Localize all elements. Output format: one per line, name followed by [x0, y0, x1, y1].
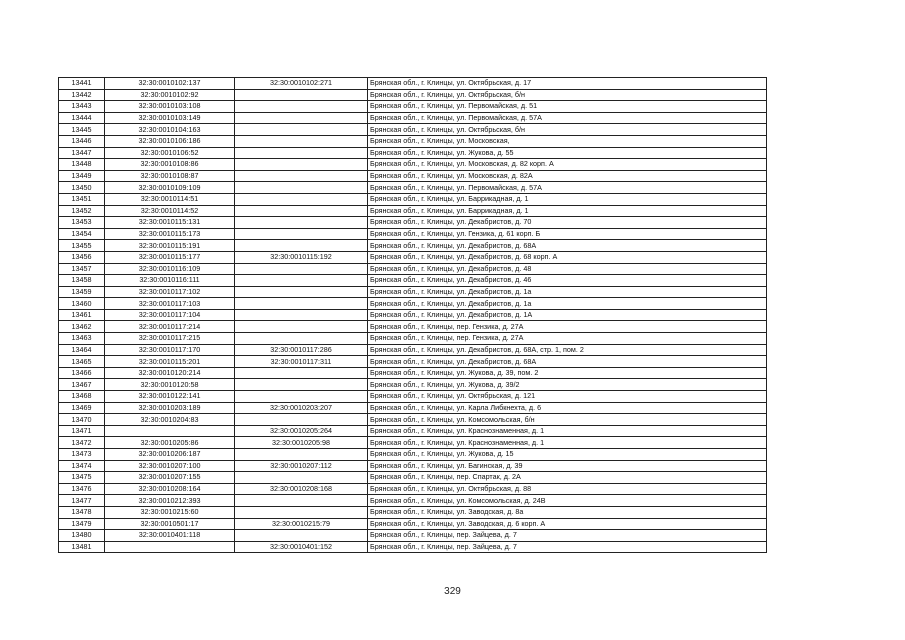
linked-cadastral-number-cell [235, 275, 368, 287]
address-cell: Брянская обл., г. Клинцы, ул. Заводская, д. 6 корп. А [368, 518, 767, 530]
row-number-cell: 13480 [59, 530, 105, 542]
cadastral-number-cell: 32:30:0010120:214 [105, 367, 235, 379]
row-number-cell: 13473 [59, 449, 105, 461]
address-cell: Брянская обл., г. Клинцы, пер. Спартак, д. 2А [368, 472, 767, 484]
address-cell: Брянская обл., г. Клинцы, ул. Московская, д. 82 корп. А [368, 159, 767, 171]
linked-cadastral-number-cell [235, 391, 368, 403]
table-row [59, 101, 767, 113]
cadastral-number-cell: 32:30:0010401:118 [105, 530, 235, 542]
row-number-cell: 13472 [59, 437, 105, 449]
row-number-cell: 13446 [59, 135, 105, 147]
cadastral-number-cell: 32:30:0010115:173 [105, 228, 235, 240]
table-row [59, 275, 767, 287]
address-cell: Брянская обл., г. Клинцы, ул. Московская, [368, 135, 767, 147]
row-number-cell: 13463 [59, 333, 105, 345]
cadastral-number-cell: 32:30:0010207:155 [105, 472, 235, 484]
table-row [59, 530, 767, 542]
address-cell: Брянская обл., г. Клинцы, ул. Октябрьская, д. 121 [368, 391, 767, 403]
address-cell: Брянская обл., г. Клинцы, ул. Октябрьская, б/н [368, 89, 767, 101]
row-number-cell: 13448 [59, 159, 105, 171]
address-cell: Брянская обл., г. Клинцы, ул. Декабристов, д. 1А [368, 309, 767, 321]
linked-cadastral-number-cell [235, 321, 368, 333]
cadastral-number-cell: 32:30:0010103:108 [105, 101, 235, 113]
row-number-cell: 13464 [59, 344, 105, 356]
cadastral-number-cell: 32:30:0010120:58 [105, 379, 235, 391]
table-row [59, 89, 767, 101]
table-row [59, 495, 767, 507]
cadastral-number-cell: 32:30:0010206:187 [105, 449, 235, 461]
address-cell: Брянская обл., г. Клинцы, пер. Гензика, д. 27А [368, 321, 767, 333]
cadastral-number-cell: 32:30:0010104:163 [105, 124, 235, 136]
linked-cadastral-number-cell [235, 472, 368, 484]
linked-cadastral-number-cell [235, 309, 368, 321]
address-cell: Брянская обл., г. Клинцы, пер. Зайцева, д. 7 [368, 530, 767, 542]
linked-cadastral-number-cell [235, 147, 368, 159]
row-number-cell: 13479 [59, 518, 105, 530]
table-row [59, 460, 767, 472]
address-cell: Брянская обл., г. Клинцы, ул. Гензика, д. 61 корп. Б [368, 228, 767, 240]
cadastral-number-cell: 32:30:0010117:104 [105, 309, 235, 321]
table-row [59, 379, 767, 391]
table-row [59, 437, 767, 449]
linked-cadastral-number-cell: 32:30:0010115:192 [235, 251, 368, 263]
linked-cadastral-number-cell: 32:30:0010401:152 [235, 541, 368, 553]
cadastral-number-cell: 32:30:0010117:215 [105, 333, 235, 345]
linked-cadastral-number-cell: 32:30:0010207:112 [235, 460, 368, 472]
address-cell: Брянская обл., г. Клинцы, ул. Карла Либкнехта, д. 6 [368, 402, 767, 414]
linked-cadastral-number-cell [235, 170, 368, 182]
address-cell: Брянская обл., г. Клинцы, пер. Зайцева, д. 7 [368, 541, 767, 553]
table-row [59, 344, 767, 356]
row-number-cell: 13477 [59, 495, 105, 507]
table-row [59, 182, 767, 194]
row-number-cell: 13456 [59, 251, 105, 263]
address-cell: Брянская обл., г. Клинцы, ул. Жукова, д. 15 [368, 449, 767, 461]
linked-cadastral-number-cell [235, 530, 368, 542]
row-number-cell: 13458 [59, 275, 105, 287]
address-cell: Брянская обл., г. Клинцы, ул. Первомайская, д. 51 [368, 101, 767, 113]
table-row [59, 506, 767, 518]
cadastral-number-cell: 32:30:0010208:164 [105, 483, 235, 495]
row-number-cell: 13459 [59, 286, 105, 298]
linked-cadastral-number-cell: 32:30:0010205:264 [235, 425, 368, 437]
address-cell: Брянская обл., г. Клинцы, ул. Жукова, д. 55 [368, 147, 767, 159]
table-row [59, 193, 767, 205]
linked-cadastral-number-cell [235, 228, 368, 240]
row-number-cell: 13444 [59, 112, 105, 124]
linked-cadastral-number-cell [235, 286, 368, 298]
cadastral-number-cell: 32:30:0010117:214 [105, 321, 235, 333]
address-cell: Брянская обл., г. Клинцы, ул. Декабристов, д. 70 [368, 217, 767, 229]
row-number-cell: 13441 [59, 78, 105, 90]
table-row [59, 472, 767, 484]
cadastral-number-cell: 32:30:0010114:52 [105, 205, 235, 217]
row-number-cell: 13449 [59, 170, 105, 182]
table-row [59, 541, 767, 553]
address-cell: Брянская обл., г. Клинцы, ул. Заводская, д. 8а [368, 506, 767, 518]
cadastral-number-cell [105, 425, 235, 437]
cadastral-number-cell: 32:30:0010102:137 [105, 78, 235, 90]
registry-table [58, 77, 767, 553]
address-cell: Брянская обл., г. Клинцы, ул. Краснознаменная, д. 1 [368, 425, 767, 437]
linked-cadastral-number-cell [235, 495, 368, 507]
page-number: 329 [444, 586, 461, 597]
row-number-cell: 13469 [59, 402, 105, 414]
address-cell: Брянская обл., г. Клинцы, ул. Краснознаменная, д. 1 [368, 437, 767, 449]
table-row [59, 356, 767, 368]
address-cell: Брянская обл., г. Клинцы, ул. Октябрьская, д. 88 [368, 483, 767, 495]
table-row [59, 228, 767, 240]
linked-cadastral-number-cell: 32:30:0010208:168 [235, 483, 368, 495]
row-number-cell: 13447 [59, 147, 105, 159]
row-number-cell: 13467 [59, 379, 105, 391]
cadastral-number-cell: 32:30:0010204:83 [105, 414, 235, 426]
cadastral-number-cell: 32:30:0010108:87 [105, 170, 235, 182]
linked-cadastral-number-cell: 32:30:0010205:98 [235, 437, 368, 449]
row-number-cell: 13475 [59, 472, 105, 484]
table-row [59, 112, 767, 124]
address-cell: Брянская обл., г. Клинцы, ул. Баррикадная, д. 1 [368, 193, 767, 205]
linked-cadastral-number-cell [235, 298, 368, 310]
table-row [59, 286, 767, 298]
linked-cadastral-number-cell: 32:30:0010203:207 [235, 402, 368, 414]
row-number-cell: 13450 [59, 182, 105, 194]
cadastral-number-cell: 32:30:0010117:170 [105, 344, 235, 356]
cadastral-number-cell: 32:30:0010117:103 [105, 298, 235, 310]
row-number-cell: 13460 [59, 298, 105, 310]
row-number-cell: 13454 [59, 228, 105, 240]
table-row [59, 449, 767, 461]
table-row [59, 124, 767, 136]
cadastral-number-cell [105, 541, 235, 553]
table-row [59, 240, 767, 252]
row-number-cell: 13462 [59, 321, 105, 333]
row-number-cell: 13453 [59, 217, 105, 229]
linked-cadastral-number-cell [235, 124, 368, 136]
table-row [59, 333, 767, 345]
row-number-cell: 13465 [59, 356, 105, 368]
table-row [59, 78, 767, 90]
linked-cadastral-number-cell [235, 414, 368, 426]
cadastral-number-cell: 32:30:0010116:109 [105, 263, 235, 275]
table-row [59, 483, 767, 495]
registry-table-body [59, 78, 767, 553]
linked-cadastral-number-cell [235, 367, 368, 379]
table-row [59, 425, 767, 437]
cadastral-number-cell: 32:30:0010115:191 [105, 240, 235, 252]
cadastral-number-cell: 32:30:0010117:102 [105, 286, 235, 298]
cadastral-number-cell: 32:30:0010103:149 [105, 112, 235, 124]
cadastral-number-cell: 32:30:0010203:189 [105, 402, 235, 414]
cadastral-number-cell: 32:30:0010115:177 [105, 251, 235, 263]
address-cell: Брянская обл., г. Клинцы, ул. Октябрьская, д. 17 [368, 78, 767, 90]
address-cell: Брянская обл., г. Клинцы, ул. Декабристов, д. 68А [368, 356, 767, 368]
row-number-cell: 13474 [59, 460, 105, 472]
cadastral-number-cell: 32:30:0010116:111 [105, 275, 235, 287]
address-cell: Брянская обл., г. Клинцы, ул. Декабристов, д. 68А, стр. 1, пом. 2 [368, 344, 767, 356]
row-number-cell: 13455 [59, 240, 105, 252]
row-number-cell: 13457 [59, 263, 105, 275]
address-cell: Брянская обл., г. Клинцы, ул. Декабристов, д. 46 [368, 275, 767, 287]
linked-cadastral-number-cell [235, 263, 368, 275]
linked-cadastral-number-cell: 32:30:0010215:79 [235, 518, 368, 530]
linked-cadastral-number-cell [235, 101, 368, 113]
row-number-cell: 13461 [59, 309, 105, 321]
row-number-cell: 13476 [59, 483, 105, 495]
address-cell: Брянская обл., г. Клинцы, ул. Первомайская, д. 57А [368, 112, 767, 124]
table-row [59, 402, 767, 414]
linked-cadastral-number-cell [235, 333, 368, 345]
row-number-cell: 13442 [59, 89, 105, 101]
address-cell: Брянская обл., г. Клинцы, ул. Багинская, д. 39 [368, 460, 767, 472]
row-number-cell: 13468 [59, 391, 105, 403]
cadastral-number-cell: 32:30:0010106:186 [105, 135, 235, 147]
table-row [59, 217, 767, 229]
cadastral-number-cell: 32:30:0010114:51 [105, 193, 235, 205]
address-cell: Брянская обл., г. Клинцы, ул. Декабристов, д. 1а [368, 286, 767, 298]
address-cell: Брянская обл., г. Клинцы, ул. Жукова, д. 39, пом. 2 [368, 367, 767, 379]
row-number-cell: 13466 [59, 367, 105, 379]
address-cell: Брянская обл., г. Клинцы, ул. Декабристов, д. 48 [368, 263, 767, 275]
address-cell: Брянская обл., г. Клинцы, пер. Гензика, д. 27А [368, 333, 767, 345]
table-row [59, 147, 767, 159]
row-number-cell: 13471 [59, 425, 105, 437]
cadastral-number-cell: 32:30:0010115:201 [105, 356, 235, 368]
cadastral-number-cell: 32:30:0010207:100 [105, 460, 235, 472]
linked-cadastral-number-cell [235, 506, 368, 518]
address-cell: Брянская обл., г. Клинцы, ул. Декабристов, д. 68 корп. А [368, 251, 767, 263]
linked-cadastral-number-cell [235, 89, 368, 101]
table-row [59, 135, 767, 147]
linked-cadastral-number-cell [235, 217, 368, 229]
cadastral-number-cell: 32:30:0010109:109 [105, 182, 235, 194]
cadastral-number-cell: 32:30:0010501:17 [105, 518, 235, 530]
cadastral-number-cell: 32:30:0010122:141 [105, 391, 235, 403]
linked-cadastral-number-cell: 32:30:0010117:286 [235, 344, 368, 356]
address-cell: Брянская обл., г. Клинцы, ул. Комсомольская, б/н [368, 414, 767, 426]
linked-cadastral-number-cell [235, 135, 368, 147]
linked-cadastral-number-cell: 32:30:0010102:271 [235, 78, 368, 90]
table-row [59, 170, 767, 182]
linked-cadastral-number-cell [235, 240, 368, 252]
cadastral-number-cell: 32:30:0010115:131 [105, 217, 235, 229]
table-row [59, 367, 767, 379]
row-number-cell: 13470 [59, 414, 105, 426]
linked-cadastral-number-cell [235, 193, 368, 205]
address-cell: Брянская обл., г. Клинцы, ул. Декабристов, д. 1а [368, 298, 767, 310]
cadastral-number-cell: 32:30:0010108:86 [105, 159, 235, 171]
address-cell: Брянская обл., г. Клинцы, ул. Первомайская, д. 57А [368, 182, 767, 194]
linked-cadastral-number-cell [235, 449, 368, 461]
linked-cadastral-number-cell [235, 379, 368, 391]
table-row [59, 251, 767, 263]
table-row [59, 263, 767, 275]
address-cell: Брянская обл., г. Клинцы, ул. Комсомольская, д. 24В [368, 495, 767, 507]
table-row [59, 159, 767, 171]
table-row [59, 391, 767, 403]
address-cell: Брянская обл., г. Клинцы, ул. Октябрьская, б/н [368, 124, 767, 136]
table-row [59, 205, 767, 217]
linked-cadastral-number-cell [235, 182, 368, 194]
table-row [59, 321, 767, 333]
linked-cadastral-number-cell: 32:30:0010117:311 [235, 356, 368, 368]
cadastral-number-cell: 32:30:0010215:60 [105, 506, 235, 518]
table-row [59, 298, 767, 310]
row-number-cell: 13451 [59, 193, 105, 205]
row-number-cell: 13478 [59, 506, 105, 518]
cadastral-number-cell: 32:30:0010102:92 [105, 89, 235, 101]
row-number-cell: 13445 [59, 124, 105, 136]
row-number-cell: 13452 [59, 205, 105, 217]
address-cell: Брянская обл., г. Клинцы, ул. Декабристов, д. 68А [368, 240, 767, 252]
address-cell: Брянская обл., г. Клинцы, ул. Московская, д. 82А [368, 170, 767, 182]
table-row [59, 518, 767, 530]
linked-cadastral-number-cell [235, 112, 368, 124]
linked-cadastral-number-cell [235, 159, 368, 171]
address-cell: Брянская обл., г. Клинцы, ул. Баррикадная, д. 1 [368, 205, 767, 217]
row-number-cell: 13443 [59, 101, 105, 113]
table-row [59, 309, 767, 321]
cadastral-number-cell: 32:30:0010205:86 [105, 437, 235, 449]
cadastral-number-cell: 32:30:0010212:393 [105, 495, 235, 507]
cadastral-number-cell: 32:30:0010106:52 [105, 147, 235, 159]
table-row [59, 414, 767, 426]
linked-cadastral-number-cell [235, 205, 368, 217]
row-number-cell: 13481 [59, 541, 105, 553]
address-cell: Брянская обл., г. Клинцы, ул. Жукова, д. 39/2 [368, 379, 767, 391]
